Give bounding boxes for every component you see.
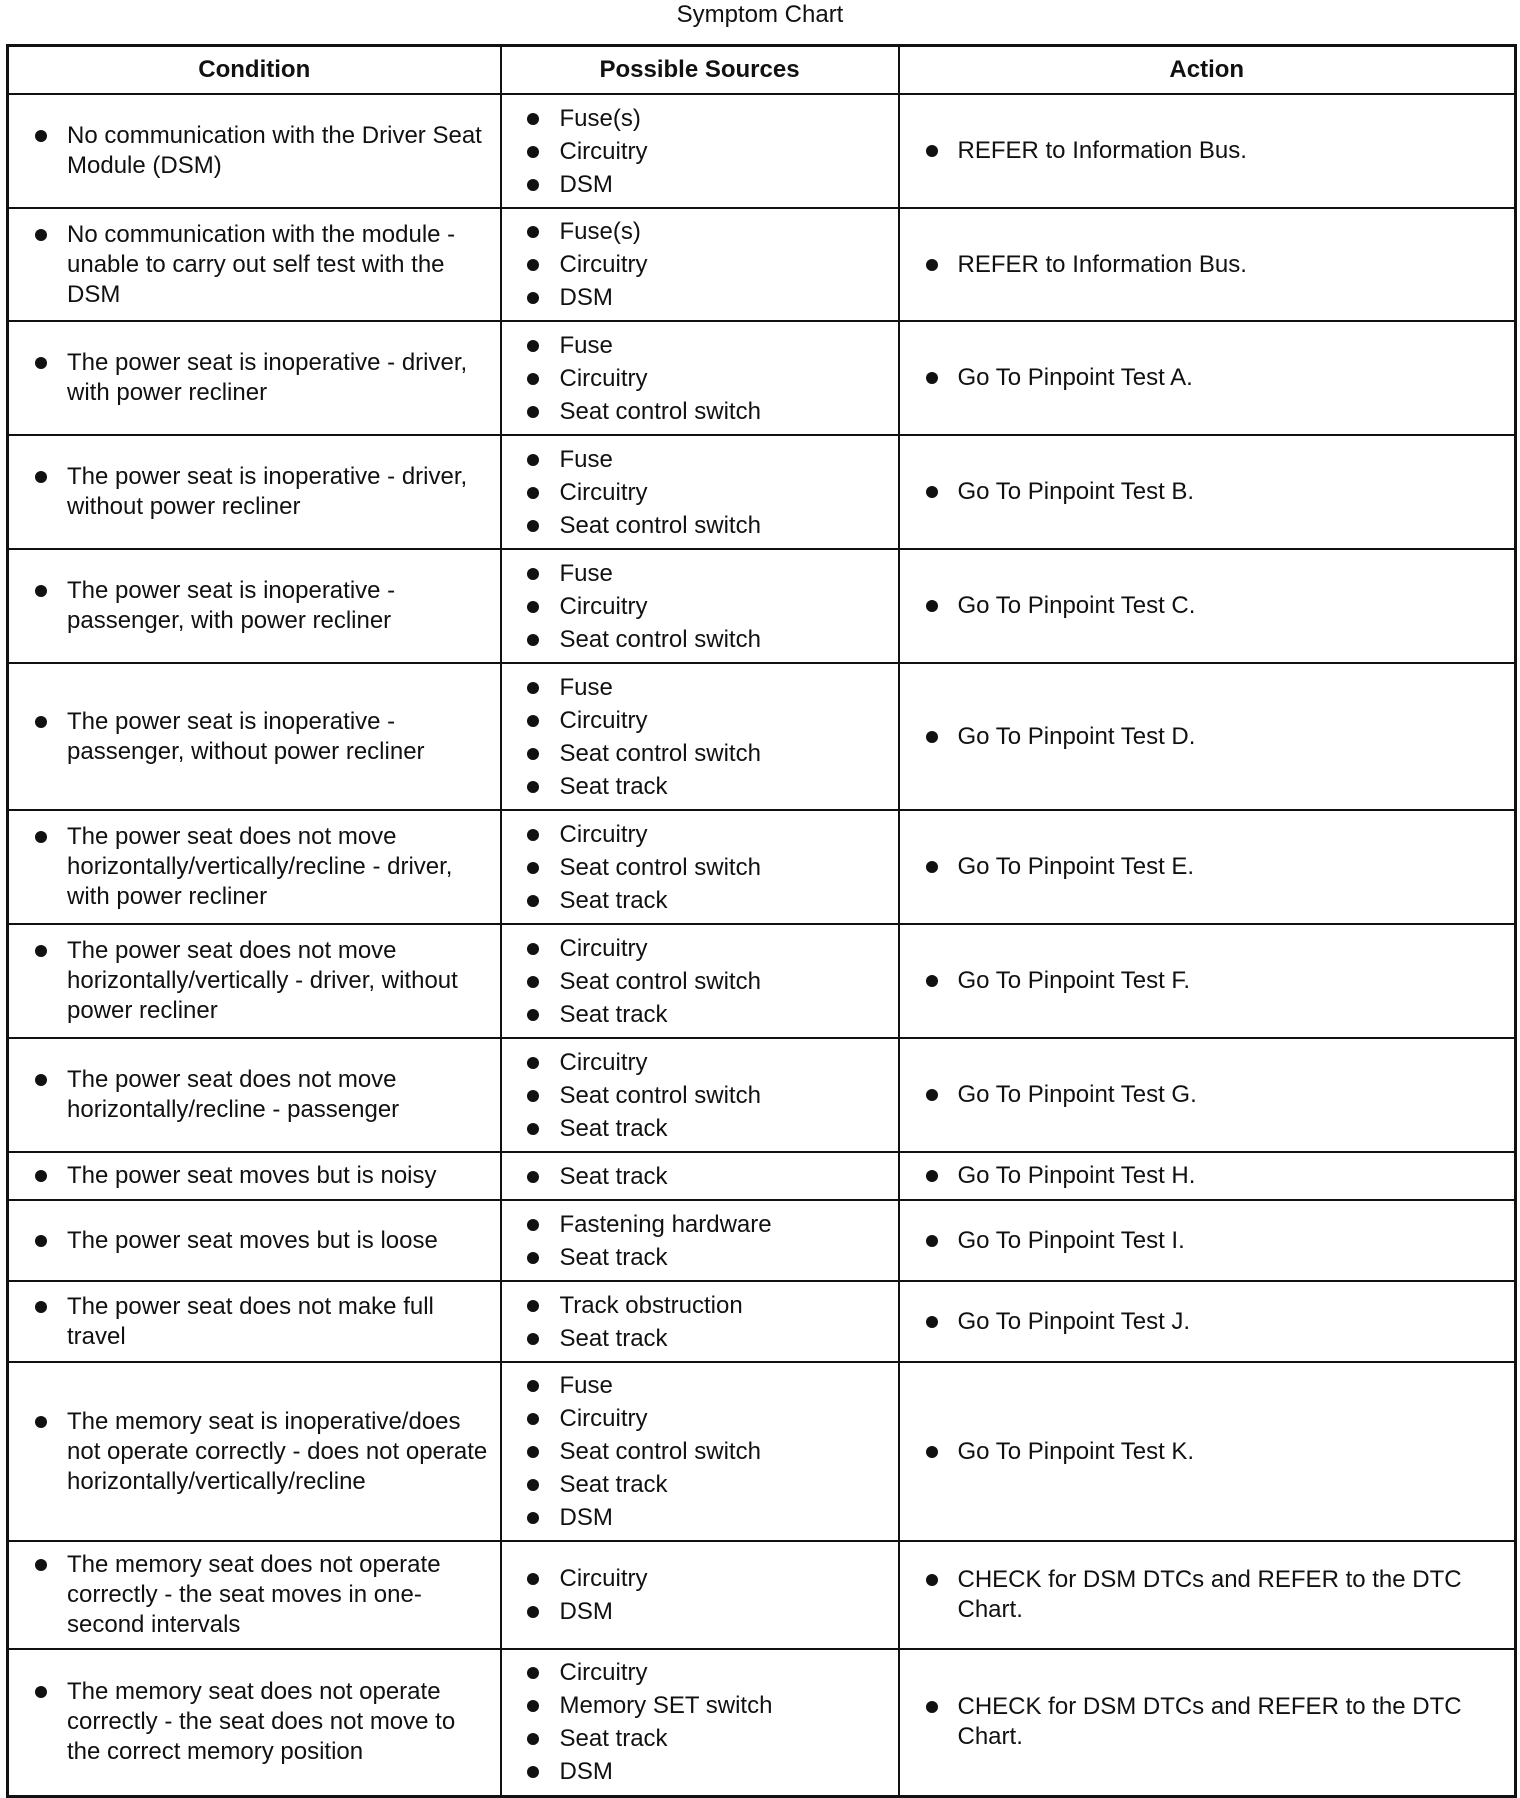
sources-cell	[501, 208, 899, 321]
source-item: Seat control switch	[502, 623, 898, 656]
condition-cell	[8, 663, 501, 810]
sources-cell	[501, 1649, 899, 1796]
header-action: Action	[899, 46, 1516, 95]
source-item: Seat track	[502, 1468, 898, 1501]
action-text: REFER to Information Bus.	[900, 250, 1515, 280]
action-cell	[899, 1281, 1516, 1362]
table-row	[8, 435, 1516, 549]
action-text: Go To Pinpoint Test E.	[900, 852, 1515, 882]
action-text: Go To Pinpoint Test D.	[900, 722, 1515, 752]
source-item: Circuitry	[502, 704, 898, 737]
source-item: Circuitry	[502, 476, 898, 509]
table-row	[8, 663, 1516, 810]
sources-cell	[501, 663, 899, 810]
sources-cell	[501, 1152, 899, 1200]
table-row	[8, 94, 1516, 208]
sources-cell	[501, 1541, 899, 1649]
sources-cell	[501, 924, 899, 1038]
header-condition: Condition	[8, 46, 501, 95]
sources-cell	[501, 94, 899, 208]
source-item: Track obstruction	[502, 1289, 898, 1322]
table-row	[8, 1200, 1516, 1281]
action-cell	[899, 1038, 1516, 1152]
condition-text: The power seat does not move horizontally/vertically/recline - driver, with power recliner	[9, 822, 500, 912]
source-item: DSM	[502, 1501, 898, 1534]
condition-text: The power seat moves but is loose	[9, 1226, 500, 1256]
action-cell	[899, 1541, 1516, 1649]
action-text: Go To Pinpoint Test F.	[900, 966, 1515, 996]
source-item: Circuitry	[502, 362, 898, 395]
condition-cell	[8, 321, 501, 435]
table-row	[8, 924, 1516, 1038]
source-item: Seat track	[502, 1722, 898, 1755]
source-item: Fuse	[502, 1369, 898, 1402]
action-cell	[899, 1649, 1516, 1796]
action-text: Go To Pinpoint Test A.	[900, 363, 1515, 393]
source-item: Seat track	[502, 1112, 898, 1145]
action-cell	[899, 1200, 1516, 1281]
action-text: Go To Pinpoint Test J.	[900, 1307, 1515, 1337]
condition-cell	[8, 208, 501, 321]
condition-cell	[8, 1152, 501, 1200]
condition-text: The power seat does not move horizontally/recline - passenger	[9, 1065, 500, 1125]
source-item: Circuitry	[502, 1562, 898, 1595]
table-row	[8, 549, 1516, 663]
source-item: Seat track	[502, 1241, 898, 1274]
source-item: Seat track	[502, 1322, 898, 1355]
chart-title: Symptom Chart	[676, 1, 844, 28]
action-text: Go To Pinpoint Test I.	[900, 1226, 1515, 1256]
source-item: Circuitry	[502, 932, 898, 965]
action-text: Go To Pinpoint Test K.	[900, 1437, 1515, 1467]
header-row	[8, 46, 1516, 95]
source-item: Fuse	[502, 329, 898, 362]
condition-cell	[8, 1038, 501, 1152]
condition-cell	[8, 435, 501, 549]
condition-cell	[8, 94, 501, 208]
symptom-table	[6, 44, 1517, 1798]
table-row	[8, 1541, 1516, 1649]
source-item: Seat control switch	[502, 395, 898, 428]
table-row	[8, 1281, 1516, 1362]
source-item: Fastening hardware	[502, 1208, 898, 1241]
table-row	[8, 1038, 1516, 1152]
sources-cell	[501, 1281, 899, 1362]
condition-text: The power seat moves but is noisy	[9, 1161, 500, 1191]
table-row	[8, 810, 1516, 924]
source-item: Seat control switch	[502, 509, 898, 542]
condition-cell	[8, 810, 501, 924]
condition-cell	[8, 1649, 501, 1796]
source-item: Circuitry	[502, 818, 898, 851]
action-cell	[899, 663, 1516, 810]
condition-cell	[8, 1281, 501, 1362]
source-item: Circuitry	[502, 135, 898, 168]
source-item: Seat track	[502, 770, 898, 803]
source-item: Seat control switch	[502, 851, 898, 884]
condition-cell	[8, 549, 501, 663]
action-cell	[899, 549, 1516, 663]
source-item: Circuitry	[502, 1656, 898, 1689]
source-item: Circuitry	[502, 1046, 898, 1079]
action-cell	[899, 435, 1516, 549]
source-item: Fuse	[502, 671, 898, 704]
condition-text: No communication with the module - unable to carry out self test with the DSM	[9, 220, 500, 310]
condition-text: The memory seat does not operate correctly - the seat does not move to the correct memory position	[9, 1677, 500, 1767]
table-row	[8, 1649, 1516, 1796]
condition-cell	[8, 1200, 501, 1281]
header-possible-sources: Possible Sources	[501, 46, 899, 95]
source-item: Seat track	[502, 1160, 898, 1193]
source-item: DSM	[502, 1595, 898, 1628]
sources-cell	[501, 549, 899, 663]
condition-cell	[8, 1362, 501, 1541]
action-text: Go To Pinpoint Test G.	[900, 1080, 1515, 1110]
source-item: DSM	[502, 281, 898, 314]
table-row	[8, 1362, 1516, 1541]
action-cell	[899, 94, 1516, 208]
source-item: Circuitry	[502, 590, 898, 623]
source-item: Seat control switch	[502, 965, 898, 998]
condition-cell	[8, 924, 501, 1038]
source-item: Fuse	[502, 557, 898, 590]
source-item: DSM	[502, 1755, 898, 1788]
sources-cell	[501, 1038, 899, 1152]
source-item: Seat control switch	[502, 737, 898, 770]
action-cell	[899, 924, 1516, 1038]
condition-text: The power seat is inoperative - driver, without power recliner	[9, 462, 500, 522]
source-item: Seat track	[502, 884, 898, 917]
source-item: Seat track	[502, 998, 898, 1031]
source-item: Memory SET switch	[502, 1689, 898, 1722]
sources-cell	[501, 1362, 899, 1541]
source-item: Fuse(s)	[502, 102, 898, 135]
action-cell	[899, 1152, 1516, 1200]
condition-text: No communication with the Driver Seat Module (DSM)	[9, 121, 500, 181]
condition-text: The memory seat is inoperative/does not operate correctly - does not operate horizontally/vertically/recline	[9, 1407, 500, 1497]
condition-text: The memory seat does not operate correctly - the seat moves in one-second intervals	[9, 1550, 500, 1640]
sources-cell	[501, 1200, 899, 1281]
table-row	[8, 321, 1516, 435]
action-cell	[899, 1362, 1516, 1541]
condition-text: The power seat is inoperative - driver, with power recliner	[9, 348, 500, 408]
action-text: Go To Pinpoint Test B.	[900, 477, 1515, 507]
sources-cell	[501, 810, 899, 924]
condition-text: The power seat does not make full travel	[9, 1292, 500, 1352]
table-row	[8, 1152, 1516, 1200]
condition-cell	[8, 1541, 501, 1649]
source-item: Circuitry	[502, 1402, 898, 1435]
action-text: CHECK for DSM DTCs and REFER to the DTC Chart.	[900, 1692, 1515, 1752]
table-row	[8, 208, 1516, 321]
action-cell	[899, 810, 1516, 924]
condition-text: The power seat is inoperative - passenger, without power recliner	[9, 707, 500, 767]
sources-cell	[501, 321, 899, 435]
action-text: Go To Pinpoint Test C.	[900, 591, 1515, 621]
action-text: Go To Pinpoint Test H.	[900, 1161, 1515, 1191]
table-body	[8, 94, 1516, 1796]
sources-cell	[501, 435, 899, 549]
source-item: Seat control switch	[502, 1435, 898, 1468]
source-item: Seat control switch	[502, 1079, 898, 1112]
source-item: DSM	[502, 168, 898, 201]
condition-text: The power seat is inoperative - passenger, with power recliner	[9, 576, 500, 636]
action-text: REFER to Information Bus.	[900, 136, 1515, 166]
source-item: Fuse	[502, 443, 898, 476]
action-cell	[899, 208, 1516, 321]
source-item: Fuse(s)	[502, 215, 898, 248]
action-text: CHECK for DSM DTCs and REFER to the DTC Chart.	[900, 1565, 1515, 1625]
condition-text: The power seat does not move horizontally/vertically - driver, without power recliner	[9, 936, 500, 1026]
source-item: Circuitry	[502, 248, 898, 281]
action-cell	[899, 321, 1516, 435]
